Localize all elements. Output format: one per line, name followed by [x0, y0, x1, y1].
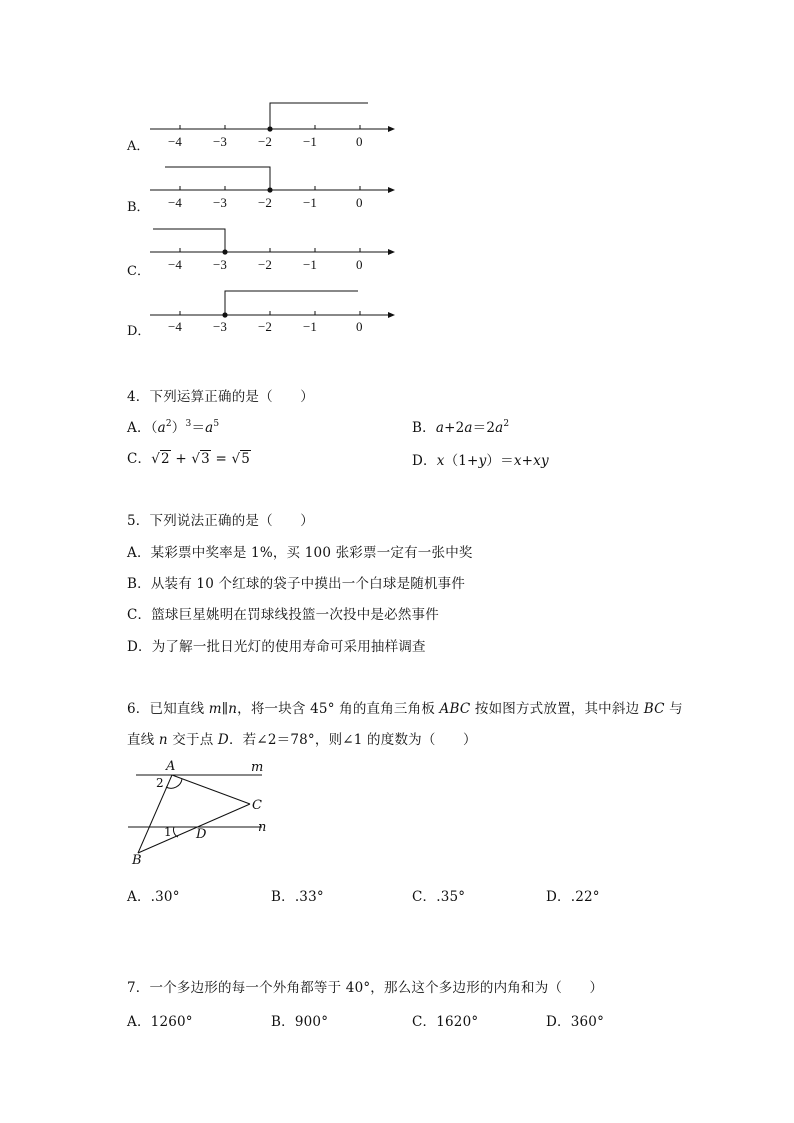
text: 与 — [664, 701, 683, 717]
tick-label: −3 — [213, 257, 227, 272]
tick-label: −4 — [168, 134, 182, 149]
question-6-option-c[interactable]: C．.35° — [412, 889, 466, 905]
option-c-letter: C． — [127, 264, 150, 279]
question-7-option-c[interactable]: C．1620° — [412, 1014, 479, 1030]
text: ） — [171, 420, 186, 436]
tick-label: −3 — [213, 195, 227, 210]
label-a: A — [166, 759, 176, 774]
text: = — [215, 451, 227, 467]
question-6-option-d[interactable]: D．.22° — [546, 889, 600, 905]
var: m∥n — [208, 701, 238, 717]
question-7-option-d[interactable]: D．360° — [546, 1014, 605, 1030]
label-angle-1: 1 — [164, 825, 172, 839]
label-n: n — [258, 820, 267, 835]
tick-label: 0 — [356, 195, 363, 210]
side-bc — [138, 804, 250, 853]
question-5-option-b[interactable]: B．从装有 10 个红球的袋子中摸出一个白球是随机事件 — [127, 576, 466, 592]
exp: 3 — [185, 419, 192, 429]
question-5-option-d[interactable]: D．为了解一批日光灯的使用寿命可采用抽样调查 — [127, 639, 426, 655]
var: a — [157, 420, 166, 436]
text: ＝2 — [472, 420, 496, 436]
label-angle-2: 2 — [156, 776, 164, 790]
question-4-stem: 4．下列运算正确的是（ ） — [127, 389, 314, 405]
radicand: 3 — [201, 451, 210, 467]
exp: 5 — [213, 419, 220, 429]
question-5-option-c[interactable]: C．篮球巨星姚明在罚球线投篮一次投中是必然事件 — [127, 607, 439, 623]
option-a-letter: A． — [127, 139, 150, 154]
var: a — [205, 420, 214, 436]
tick-label: −4 — [168, 319, 182, 334]
exp: 2 — [165, 419, 172, 429]
tick-label: −2 — [258, 257, 272, 272]
sqrt: √5 — [231, 451, 251, 467]
radicand: 2 — [161, 451, 170, 467]
text: 6．已知直线 — [127, 701, 209, 717]
text: ．若∠2＝78°，则∠1 的度数为（ ） — [228, 732, 477, 748]
tick-label: −2 — [258, 195, 272, 210]
text: （1+ — [444, 453, 479, 469]
sqrt: √3 — [191, 451, 210, 467]
tick-label: −4 — [168, 257, 182, 272]
tick-label: −1 — [303, 257, 317, 272]
text: ＝ — [191, 420, 206, 436]
var: a — [495, 420, 504, 436]
text: 交于点 — [167, 732, 218, 748]
side-ac — [172, 775, 250, 804]
text: + — [175, 451, 187, 467]
option-b-letter: B． — [127, 200, 150, 215]
text: ）＝ — [486, 453, 514, 469]
tick-label: 0 — [356, 257, 363, 272]
var: y — [478, 453, 487, 469]
var: a — [464, 420, 473, 436]
text: 按如图方式放置，其中斜边 — [470, 701, 644, 717]
question-6-option-b[interactable]: B．.33° — [271, 889, 324, 905]
var: xy — [533, 453, 549, 469]
text: C． — [127, 451, 152, 467]
tick-label: 0 — [356, 134, 363, 149]
tick-label: −2 — [258, 319, 272, 334]
question-6-option-a[interactable]: A．.30° — [127, 889, 180, 905]
tick-label: −1 — [303, 134, 317, 149]
tick-label: −2 — [258, 134, 272, 149]
question-7-stem: 7．一个多边形的每一个外角都等于 40°，那么这个多边形的内角和为（ ） — [127, 980, 604, 996]
tick-label: −1 — [303, 195, 317, 210]
question-7-option-b[interactable]: B．900° — [271, 1014, 329, 1030]
label-b: B — [132, 853, 142, 868]
var: ABC — [439, 701, 471, 717]
question-5-option-a[interactable]: A．某彩票中奖率是 1%，买 100 张彩票一定有一张中奖 — [127, 545, 473, 561]
text: +2 — [444, 420, 465, 436]
var: n — [158, 732, 168, 748]
label-m: m — [251, 760, 264, 775]
tick-label: −4 — [168, 195, 182, 210]
text: 直线 — [127, 732, 159, 748]
question-7-option-a[interactable]: A．1260° — [127, 1014, 193, 1030]
text: ，将一块含 45° 角的直角三角板 — [237, 701, 440, 717]
exp: 2 — [503, 419, 510, 429]
text: A．（ — [127, 420, 158, 436]
question-5-stem: 5．下列说法正确的是（ ） — [127, 513, 314, 529]
text: + — [521, 453, 534, 469]
text: D． — [412, 453, 437, 469]
tick-label: −3 — [213, 134, 227, 149]
var: BC — [643, 701, 665, 717]
text: B． — [412, 420, 436, 436]
sqrt: √2 — [151, 451, 170, 467]
option-d-letter: D． — [127, 324, 151, 339]
var: x — [513, 453, 522, 469]
var: x — [436, 453, 445, 469]
label-c: C — [252, 798, 262, 813]
side-ab — [138, 775, 172, 853]
tick-label: −1 — [303, 319, 317, 334]
label-d: D — [196, 827, 207, 842]
tick-label: 0 — [356, 319, 363, 334]
var: D — [217, 732, 229, 748]
var: a — [435, 420, 445, 436]
tick-label: −3 — [213, 319, 227, 334]
radicand: 5 — [241, 451, 251, 467]
